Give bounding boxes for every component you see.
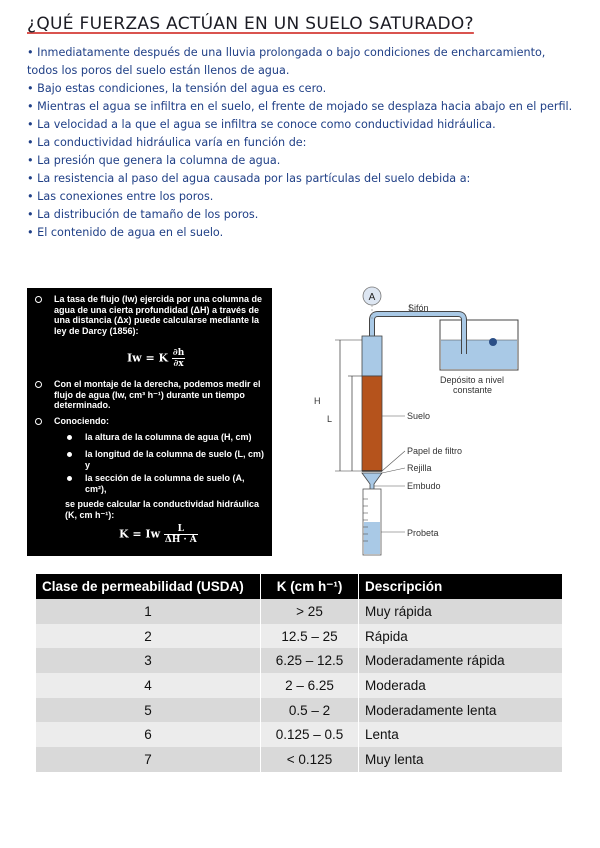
k-cell: 2 – 6.25: [261, 673, 359, 698]
formula-denominator: ΔH · A: [164, 535, 197, 545]
reservoir-label-1: Depósito a nivel: [440, 375, 505, 385]
permeameter-diagram: [290, 274, 535, 564]
bullet-item: • Mientras el agua se infiltra en el suelo, el frente de mojado se desplaza hacia abajo en el perfil.: [27, 98, 577, 116]
darcy-law-formula: [127, 348, 185, 369]
description-cell: Lenta: [359, 722, 563, 747]
section-text: la sección de la columna de suelo (A, cm²),: [85, 473, 245, 494]
k-cell: 0.125 – 0.5: [261, 722, 359, 747]
bullet-item: • El contenido de agua en el suelo.: [27, 224, 577, 242]
sub-bullet-icon: [67, 452, 72, 457]
grid-label: Rejilla: [407, 463, 432, 473]
bullet-item: • La presión que genera la columna de agua.: [27, 152, 577, 170]
bullet-item: • La distribución de tamaño de los poros.: [27, 206, 577, 224]
sub-bullet-icon: [67, 476, 72, 481]
formula-denominator: ∂x: [173, 359, 184, 369]
length-text: la longitud de la columna de suelo (L, cm) y: [85, 449, 265, 470]
bullet-item: • La velocidad a la que el agua se infiltra se conoce como conductividad hidráulica.: [27, 116, 577, 134]
formula-numerator: L: [164, 524, 198, 535]
sub-bullet-icon: [67, 435, 72, 440]
class-cell: 1: [36, 599, 261, 624]
table-row: [36, 648, 563, 673]
column-header: K (cm h⁻¹): [261, 574, 359, 599]
k-cell: 0.5 – 2: [261, 698, 359, 723]
class-cell: 7: [36, 747, 261, 772]
darcy-intro-text: La tasa de flujo (Iw) ejercida por una columna de agua de una cierta profundidad (ΔH) a través de una distancia (Δx) puede calcularse mediante la ley de Darcy (1856):: [54, 294, 263, 336]
l-label: L: [327, 414, 333, 424]
bullet-item: • Bajo estas condiciones, la tensión del agua es cero.: [27, 80, 577, 98]
class-cell: 3: [36, 648, 261, 673]
description-cell: Muy lenta: [359, 747, 563, 772]
class-cell: 6: [36, 722, 261, 747]
soil-label: Suelo: [407, 411, 431, 421]
h-label: H: [314, 396, 321, 406]
description-cell: Moderadamente rápida: [359, 648, 563, 673]
bullet-list: [27, 44, 577, 242]
knowing-text: Conociendo:: [54, 416, 109, 426]
filter-paper-label: Papel de filtro: [407, 446, 463, 456]
permeability-table: [36, 574, 563, 772]
description-cell: Rápida: [359, 624, 563, 649]
formula-numerator: ∂h: [172, 348, 185, 358]
table-row: [36, 624, 563, 649]
formula-fraction: [172, 348, 185, 369]
setup-text: Con el montaje de la derecha, podemos medir el flujo de agua (Iw, cm³ h⁻¹) durante un tiempo determinado.: [54, 379, 261, 410]
k-cell: 6.25 – 12.5: [261, 648, 359, 673]
column-header: Clase de permeabilidad (USDA): [36, 574, 261, 599]
description-cell: Moderadamente lenta: [359, 698, 563, 723]
table-row: [36, 599, 563, 624]
formula-lhs: K = Iw: [119, 527, 161, 541]
cylinder-label: Probeta: [407, 528, 439, 538]
class-cell: 4: [36, 673, 261, 698]
table-row: [36, 698, 563, 723]
formula-fraction: [164, 524, 198, 545]
k-cell: < 0.125: [261, 747, 359, 772]
page-title: ¿QUÉ FUERZAS ACTÚAN EN UN SUELO SATURADO?: [27, 14, 474, 34]
table-row: [36, 747, 563, 772]
soil-column: [362, 336, 382, 471]
k-cell: 12.5 – 25: [261, 624, 359, 649]
column-header: Descripción: [359, 574, 563, 599]
bullet-item: • Las conexiones entre los poros.: [27, 188, 577, 206]
table-header-row: [36, 574, 563, 599]
k-cell: > 25: [261, 599, 359, 624]
bullet-item: • La resistencia al paso del agua causada por las partículas del suelo debida a:: [27, 170, 577, 188]
float-marker: [489, 338, 497, 346]
bullet-circle-icon: [35, 296, 42, 303]
reservoir-label-2: constante: [453, 385, 493, 395]
conductivity-text: se puede calcular la conductividad hidráulica (K, cm h⁻¹):: [65, 499, 260, 520]
bullet-circle-icon: [35, 418, 42, 425]
class-cell: 2: [36, 624, 261, 649]
table-row: [36, 673, 563, 698]
conductivity-formula: [119, 524, 198, 545]
height-text: la altura de la columna de agua (H, cm): [85, 432, 252, 442]
bullet-circle-icon: [35, 381, 42, 388]
bullet-item: • Inmediatamente después de una lluvia prolongada o bajo condiciones de encharcamiento, todos los poros del suelo están llenos de agua.: [27, 44, 577, 80]
darcy-explanation-box: [27, 288, 272, 556]
description-cell: Moderada: [359, 673, 563, 698]
bullet-item: • La conductividad hidráulica varía en función de:: [27, 134, 577, 152]
funnel-label: Embudo: [407, 481, 441, 491]
description-cell: Muy rápida: [359, 599, 563, 624]
class-cell: 5: [36, 698, 261, 723]
graduated-cylinder: [363, 489, 381, 555]
formula-lhs: Iw = K: [127, 351, 169, 365]
area-label: A: [368, 292, 376, 303]
table-row: [36, 722, 563, 747]
siphon-label: Sifón: [408, 303, 429, 313]
